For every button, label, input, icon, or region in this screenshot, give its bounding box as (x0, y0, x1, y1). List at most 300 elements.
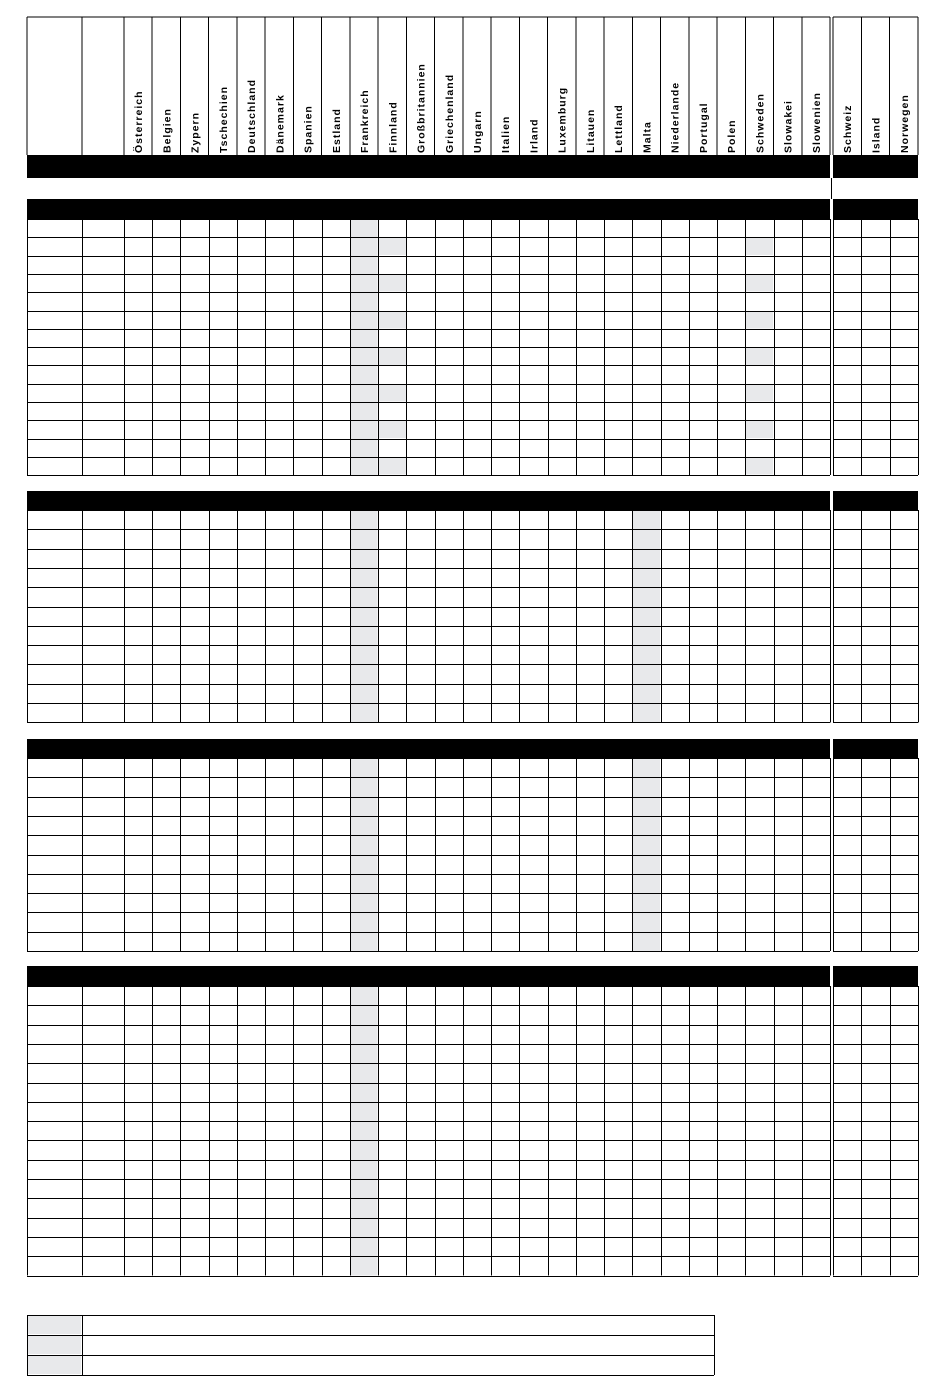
cell-checkbox[interactable] (266, 588, 292, 605)
cell-checkbox[interactable] (690, 275, 716, 291)
cell-checkbox[interactable] (775, 238, 801, 254)
cell-checkbox[interactable] (662, 550, 688, 567)
cell-checkbox[interactable] (181, 778, 207, 795)
cell-checkbox-efta[interactable] (891, 1219, 917, 1236)
cell-checkbox-efta[interactable] (862, 1238, 888, 1255)
cell-checkbox[interactable] (153, 569, 179, 586)
cell-checkbox[interactable] (549, 440, 575, 456)
cell-checkbox[interactable] (549, 220, 575, 236)
cell-checkbox[interactable] (549, 856, 575, 873)
cell-checkbox[interactable] (238, 1103, 264, 1120)
cell-checkbox-efta[interactable] (834, 330, 860, 346)
cell-checkbox[interactable] (238, 1161, 264, 1178)
cell-checkbox[interactable] (125, 704, 151, 721)
cell-checkbox[interactable] (464, 856, 490, 873)
cell-checkbox[interactable] (492, 1141, 518, 1158)
cell-checkbox[interactable] (238, 778, 264, 795)
cell-checkbox[interactable] (407, 627, 433, 644)
cell-checkbox[interactable] (238, 530, 264, 547)
cell-checkbox[interactable] (210, 798, 236, 815)
cell-checkbox[interactable] (351, 894, 377, 911)
cell-checkbox[interactable] (718, 1026, 744, 1043)
cell-checkbox[interactable] (577, 759, 603, 776)
cell-checkbox[interactable] (662, 1161, 688, 1178)
cell-checkbox[interactable] (662, 458, 688, 474)
cell-checkbox[interactable] (662, 385, 688, 401)
cell-checkbox[interactable] (294, 685, 320, 702)
cell-checkbox[interactable] (464, 257, 490, 273)
cell-checkbox[interactable] (746, 1103, 772, 1120)
cell-checkbox[interactable] (153, 511, 179, 528)
cell-checkbox[interactable] (605, 220, 631, 236)
cell-checkbox[interactable] (746, 627, 772, 644)
cell-checkbox-efta[interactable] (862, 1122, 888, 1139)
cell-checkbox[interactable] (379, 1180, 405, 1197)
cell-checkbox[interactable] (520, 330, 546, 346)
cell-checkbox[interactable] (464, 348, 490, 364)
cell-checkbox[interactable] (775, 588, 801, 605)
cell-checkbox[interactable] (153, 665, 179, 682)
cell-checkbox[interactable] (294, 366, 320, 382)
cell-checkbox[interactable] (605, 238, 631, 254)
cell-checkbox[interactable] (690, 385, 716, 401)
cell-checkbox[interactable] (266, 856, 292, 873)
cell-checkbox[interactable] (492, 257, 518, 273)
cell-checkbox[interactable] (125, 275, 151, 291)
cell-checkbox[interactable] (746, 894, 772, 911)
cell-checkbox[interactable] (775, 913, 801, 930)
cell-checkbox[interactable] (746, 275, 772, 291)
cell-checkbox-efta[interactable] (891, 421, 917, 437)
cell-checkbox[interactable] (407, 1257, 433, 1274)
cell-checkbox[interactable] (803, 275, 829, 291)
cell-checkbox[interactable] (492, 933, 518, 950)
cell-checkbox[interactable] (464, 511, 490, 528)
cell-checkbox[interactable] (238, 403, 264, 419)
cell-checkbox[interactable] (238, 257, 264, 273)
cell-checkbox[interactable] (718, 440, 744, 456)
cell-checkbox[interactable] (181, 330, 207, 346)
cell-checkbox[interactable] (690, 1238, 716, 1255)
cell-checkbox[interactable] (549, 798, 575, 815)
cell-checkbox[interactable] (746, 1219, 772, 1236)
cell-checkbox[interactable] (323, 220, 349, 236)
cell-checkbox[interactable] (181, 836, 207, 853)
cell-checkbox[interactable] (436, 817, 462, 834)
cell-checkbox[interactable] (775, 1045, 801, 1062)
cell-checkbox[interactable] (181, 685, 207, 702)
cell-checkbox[interactable] (436, 1219, 462, 1236)
cell-checkbox[interactable] (718, 1122, 744, 1139)
cell-checkbox-efta[interactable] (834, 1180, 860, 1197)
cell-checkbox[interactable] (520, 569, 546, 586)
cell-checkbox-efta[interactable] (834, 275, 860, 291)
cell-checkbox[interactable] (153, 257, 179, 273)
cell-checkbox[interactable] (549, 817, 575, 834)
cell-checkbox[interactable] (266, 1026, 292, 1043)
cell-checkbox[interactable] (549, 1103, 575, 1120)
cell-checkbox[interactable] (266, 759, 292, 776)
cell-checkbox[interactable] (181, 385, 207, 401)
cell-checkbox[interactable] (718, 894, 744, 911)
cell-checkbox[interactable] (605, 1045, 631, 1062)
cell-checkbox[interactable] (577, 1180, 603, 1197)
cell-checkbox[interactable] (266, 550, 292, 567)
cell-checkbox[interactable] (238, 608, 264, 625)
cell-checkbox[interactable] (464, 530, 490, 547)
cell-checkbox[interactable] (125, 366, 151, 382)
cell-checkbox[interactable] (294, 608, 320, 625)
cell-checkbox-efta[interactable] (891, 1084, 917, 1101)
cell-checkbox[interactable] (577, 530, 603, 547)
cell-checkbox[interactable] (633, 1122, 659, 1139)
cell-checkbox[interactable] (181, 875, 207, 892)
cell-checkbox[interactable] (436, 933, 462, 950)
cell-checkbox[interactable] (577, 778, 603, 795)
cell-checkbox[interactable] (266, 608, 292, 625)
cell-checkbox[interactable] (803, 704, 829, 721)
cell-checkbox[interactable] (520, 403, 546, 419)
cell-checkbox[interactable] (633, 220, 659, 236)
cell-checkbox[interactable] (351, 385, 377, 401)
cell-checkbox[interactable] (520, 1122, 546, 1139)
cell-checkbox[interactable] (436, 1045, 462, 1062)
cell-checkbox[interactable] (436, 293, 462, 309)
cell-checkbox[interactable] (775, 1257, 801, 1274)
cell-checkbox[interactable] (379, 293, 405, 309)
cell-checkbox-efta[interactable] (891, 1161, 917, 1178)
cell-checkbox[interactable] (633, 1219, 659, 1236)
cell-checkbox[interactable] (379, 1238, 405, 1255)
cell-checkbox[interactable] (210, 275, 236, 291)
cell-checkbox[interactable] (662, 511, 688, 528)
cell-checkbox[interactable] (294, 987, 320, 1004)
cell-checkbox[interactable] (775, 987, 801, 1004)
cell-checkbox[interactable] (351, 293, 377, 309)
cell-checkbox[interactable] (351, 1219, 377, 1236)
cell-checkbox-efta[interactable] (891, 238, 917, 254)
cell-checkbox[interactable] (775, 569, 801, 586)
cell-checkbox[interactable] (266, 685, 292, 702)
cell-checkbox[interactable] (351, 1161, 377, 1178)
cell-checkbox[interactable] (323, 569, 349, 586)
cell-checkbox[interactable] (746, 1141, 772, 1158)
cell-checkbox[interactable] (436, 913, 462, 930)
cell-checkbox[interactable] (181, 987, 207, 1004)
cell-checkbox[interactable] (803, 913, 829, 930)
cell-checkbox[interactable] (125, 856, 151, 873)
cell-checkbox[interactable] (379, 348, 405, 364)
cell-checkbox[interactable] (718, 421, 744, 437)
cell-checkbox[interactable] (210, 704, 236, 721)
cell-checkbox[interactable] (746, 421, 772, 437)
cell-checkbox[interactable] (181, 1238, 207, 1255)
cell-checkbox[interactable] (351, 665, 377, 682)
cell-checkbox[interactable] (633, 646, 659, 663)
cell-checkbox[interactable] (464, 1257, 490, 1274)
cell-checkbox[interactable] (718, 403, 744, 419)
cell-checkbox[interactable] (125, 385, 151, 401)
cell-checkbox[interactable] (351, 421, 377, 437)
cell-checkbox[interactable] (464, 312, 490, 328)
cell-checkbox[interactable] (718, 875, 744, 892)
cell-checkbox[interactable] (803, 646, 829, 663)
cell-checkbox[interactable] (351, 569, 377, 586)
cell-checkbox-efta[interactable] (862, 238, 888, 254)
cell-checkbox[interactable] (492, 1180, 518, 1197)
cell-checkbox[interactable] (662, 440, 688, 456)
cell-checkbox[interactable] (690, 1180, 716, 1197)
cell-checkbox[interactable] (775, 1064, 801, 1081)
cell-checkbox[interactable] (379, 836, 405, 853)
cell-checkbox[interactable] (718, 627, 744, 644)
cell-checkbox[interactable] (605, 385, 631, 401)
cell-checkbox[interactable] (210, 569, 236, 586)
cell-checkbox[interactable] (153, 1006, 179, 1023)
cell-checkbox[interactable] (549, 1045, 575, 1062)
cell-checkbox[interactable] (520, 1045, 546, 1062)
cell-checkbox-efta[interactable] (834, 817, 860, 834)
cell-checkbox[interactable] (803, 759, 829, 776)
cell-checkbox[interactable] (803, 778, 829, 795)
cell-checkbox-efta[interactable] (891, 275, 917, 291)
cell-checkbox[interactable] (549, 293, 575, 309)
cell-checkbox[interactable] (577, 257, 603, 273)
cell-checkbox[interactable] (323, 1257, 349, 1274)
cell-checkbox[interactable] (436, 798, 462, 815)
cell-checkbox[interactable] (492, 330, 518, 346)
cell-checkbox[interactable] (746, 856, 772, 873)
cell-checkbox[interactable] (153, 385, 179, 401)
cell-checkbox[interactable] (633, 685, 659, 702)
cell-checkbox[interactable] (210, 385, 236, 401)
cell-checkbox[interactable] (549, 608, 575, 625)
cell-checkbox-efta[interactable] (834, 257, 860, 273)
cell-checkbox[interactable] (181, 530, 207, 547)
cell-checkbox[interactable] (775, 608, 801, 625)
cell-checkbox[interactable] (436, 1141, 462, 1158)
cell-checkbox[interactable] (718, 458, 744, 474)
cell-checkbox[interactable] (605, 530, 631, 547)
cell-checkbox[interactable] (323, 421, 349, 437)
cell-checkbox[interactable] (520, 1141, 546, 1158)
cell-checkbox[interactable] (351, 312, 377, 328)
cell-checkbox[interactable] (662, 1006, 688, 1023)
cell-checkbox[interactable] (407, 588, 433, 605)
cell-checkbox[interactable] (181, 1084, 207, 1101)
cell-checkbox[interactable] (464, 550, 490, 567)
cell-checkbox[interactable] (775, 312, 801, 328)
cell-checkbox[interactable] (210, 1084, 236, 1101)
cell-checkbox[interactable] (407, 1103, 433, 1120)
cell-checkbox[interactable] (464, 403, 490, 419)
cell-checkbox[interactable] (520, 312, 546, 328)
cell-checkbox[interactable] (605, 1064, 631, 1081)
cell-checkbox-efta[interactable] (834, 933, 860, 950)
cell-checkbox[interactable] (605, 1238, 631, 1255)
cell-checkbox[interactable] (294, 627, 320, 644)
cell-checkbox[interactable] (153, 312, 179, 328)
cell-checkbox[interactable] (633, 366, 659, 382)
cell-checkbox[interactable] (464, 569, 490, 586)
cell-checkbox[interactable] (407, 366, 433, 382)
cell-checkbox[interactable] (125, 550, 151, 567)
cell-checkbox[interactable] (605, 913, 631, 930)
cell-checkbox[interactable] (181, 348, 207, 364)
cell-checkbox[interactable] (549, 704, 575, 721)
cell-checkbox-efta[interactable] (891, 312, 917, 328)
cell-checkbox-efta[interactable] (862, 894, 888, 911)
cell-checkbox-efta[interactable] (862, 1141, 888, 1158)
cell-checkbox[interactable] (238, 569, 264, 586)
cell-checkbox[interactable] (379, 220, 405, 236)
cell-checkbox[interactable] (238, 817, 264, 834)
cell-checkbox[interactable] (520, 1161, 546, 1178)
cell-checkbox[interactable] (520, 933, 546, 950)
cell-checkbox[interactable] (605, 875, 631, 892)
cell-checkbox-efta[interactable] (862, 257, 888, 273)
cell-checkbox[interactable] (633, 312, 659, 328)
cell-checkbox[interactable] (153, 913, 179, 930)
cell-checkbox[interactable] (520, 1064, 546, 1081)
cell-checkbox[interactable] (379, 778, 405, 795)
cell-checkbox[interactable] (181, 1026, 207, 1043)
cell-checkbox[interactable] (520, 913, 546, 930)
cell-checkbox[interactable] (153, 798, 179, 815)
cell-checkbox[interactable] (181, 403, 207, 419)
cell-checkbox[interactable] (181, 569, 207, 586)
cell-checkbox[interactable] (266, 778, 292, 795)
cell-checkbox[interactable] (153, 421, 179, 437)
cell-checkbox[interactable] (464, 458, 490, 474)
cell-checkbox[interactable] (436, 627, 462, 644)
cell-checkbox[interactable] (210, 685, 236, 702)
cell-checkbox-efta[interactable] (891, 530, 917, 547)
cell-checkbox[interactable] (294, 646, 320, 663)
cell-checkbox[interactable] (775, 293, 801, 309)
cell-checkbox[interactable] (718, 1257, 744, 1274)
cell-checkbox[interactable] (746, 569, 772, 586)
cell-checkbox[interactable] (351, 330, 377, 346)
cell-checkbox[interactable] (718, 1006, 744, 1023)
cell-checkbox[interactable] (492, 569, 518, 586)
cell-checkbox[interactable] (746, 588, 772, 605)
cell-checkbox[interactable] (775, 385, 801, 401)
cell-checkbox[interactable] (718, 348, 744, 364)
cell-checkbox[interactable] (662, 987, 688, 1004)
cell-checkbox[interactable] (351, 348, 377, 364)
cell-checkbox[interactable] (605, 685, 631, 702)
cell-checkbox[interactable] (549, 685, 575, 702)
cell-checkbox[interactable] (746, 608, 772, 625)
cell-checkbox[interactable] (238, 511, 264, 528)
cell-checkbox[interactable] (407, 665, 433, 682)
cell-checkbox[interactable] (379, 627, 405, 644)
cell-checkbox[interactable] (125, 257, 151, 273)
cell-checkbox[interactable] (379, 875, 405, 892)
cell-checkbox[interactable] (379, 275, 405, 291)
cell-checkbox[interactable] (351, 257, 377, 273)
cell-checkbox[interactable] (323, 817, 349, 834)
cell-checkbox[interactable] (210, 421, 236, 437)
cell-checkbox[interactable] (633, 293, 659, 309)
cell-checkbox[interactable] (520, 704, 546, 721)
cell-checkbox[interactable] (181, 646, 207, 663)
cell-checkbox[interactable] (549, 385, 575, 401)
cell-checkbox[interactable] (662, 1238, 688, 1255)
cell-checkbox[interactable] (520, 421, 546, 437)
cell-checkbox[interactable] (379, 608, 405, 625)
cell-checkbox[interactable] (464, 836, 490, 853)
cell-checkbox-efta[interactable] (862, 366, 888, 382)
cell-checkbox[interactable] (436, 1122, 462, 1139)
cell-checkbox[interactable] (662, 1084, 688, 1101)
cell-checkbox[interactable] (520, 836, 546, 853)
cell-checkbox[interactable] (210, 646, 236, 663)
cell-checkbox[interactable] (690, 836, 716, 853)
cell-checkbox[interactable] (181, 1219, 207, 1236)
cell-checkbox[interactable] (577, 665, 603, 682)
cell-checkbox[interactable] (379, 759, 405, 776)
cell-checkbox[interactable] (803, 1064, 829, 1081)
cell-checkbox[interactable] (577, 421, 603, 437)
cell-checkbox[interactable] (407, 704, 433, 721)
cell-checkbox[interactable] (549, 894, 575, 911)
cell-checkbox[interactable] (210, 1180, 236, 1197)
cell-checkbox[interactable] (605, 348, 631, 364)
cell-checkbox-efta[interactable] (891, 627, 917, 644)
cell-checkbox[interactable] (238, 1006, 264, 1023)
cell-checkbox[interactable] (577, 569, 603, 586)
cell-checkbox[interactable] (210, 348, 236, 364)
cell-checkbox[interactable] (662, 665, 688, 682)
cell-checkbox[interactable] (266, 817, 292, 834)
cell-checkbox[interactable] (464, 1103, 490, 1120)
cell-checkbox[interactable] (577, 1199, 603, 1216)
cell-checkbox[interactable] (803, 685, 829, 702)
cell-checkbox[interactable] (407, 330, 433, 346)
cell-checkbox[interactable] (718, 704, 744, 721)
cell-checkbox[interactable] (436, 759, 462, 776)
cell-checkbox[interactable] (125, 440, 151, 456)
cell-checkbox[interactable] (577, 330, 603, 346)
cell-checkbox-efta[interactable] (834, 987, 860, 1004)
cell-checkbox[interactable] (351, 530, 377, 547)
cell-checkbox[interactable] (775, 458, 801, 474)
cell-checkbox-efta[interactable] (862, 1219, 888, 1236)
cell-checkbox[interactable] (492, 385, 518, 401)
cell-checkbox[interactable] (210, 403, 236, 419)
cell-checkbox[interactable] (210, 665, 236, 682)
cell-checkbox[interactable] (379, 704, 405, 721)
cell-checkbox[interactable] (238, 913, 264, 930)
cell-checkbox[interactable] (549, 348, 575, 364)
cell-checkbox[interactable] (181, 257, 207, 273)
cell-checkbox[interactable] (436, 1180, 462, 1197)
cell-checkbox[interactable] (633, 817, 659, 834)
cell-checkbox[interactable] (294, 1141, 320, 1158)
cell-checkbox[interactable] (379, 458, 405, 474)
cell-checkbox[interactable] (746, 759, 772, 776)
cell-checkbox[interactable] (746, 1161, 772, 1178)
cell-checkbox[interactable] (323, 704, 349, 721)
cell-checkbox[interactable] (407, 421, 433, 437)
cell-checkbox[interactable] (266, 875, 292, 892)
cell-checkbox[interactable] (775, 627, 801, 644)
cell-checkbox[interactable] (153, 646, 179, 663)
cell-checkbox-efta[interactable] (834, 1122, 860, 1139)
cell-checkbox[interactable] (577, 685, 603, 702)
